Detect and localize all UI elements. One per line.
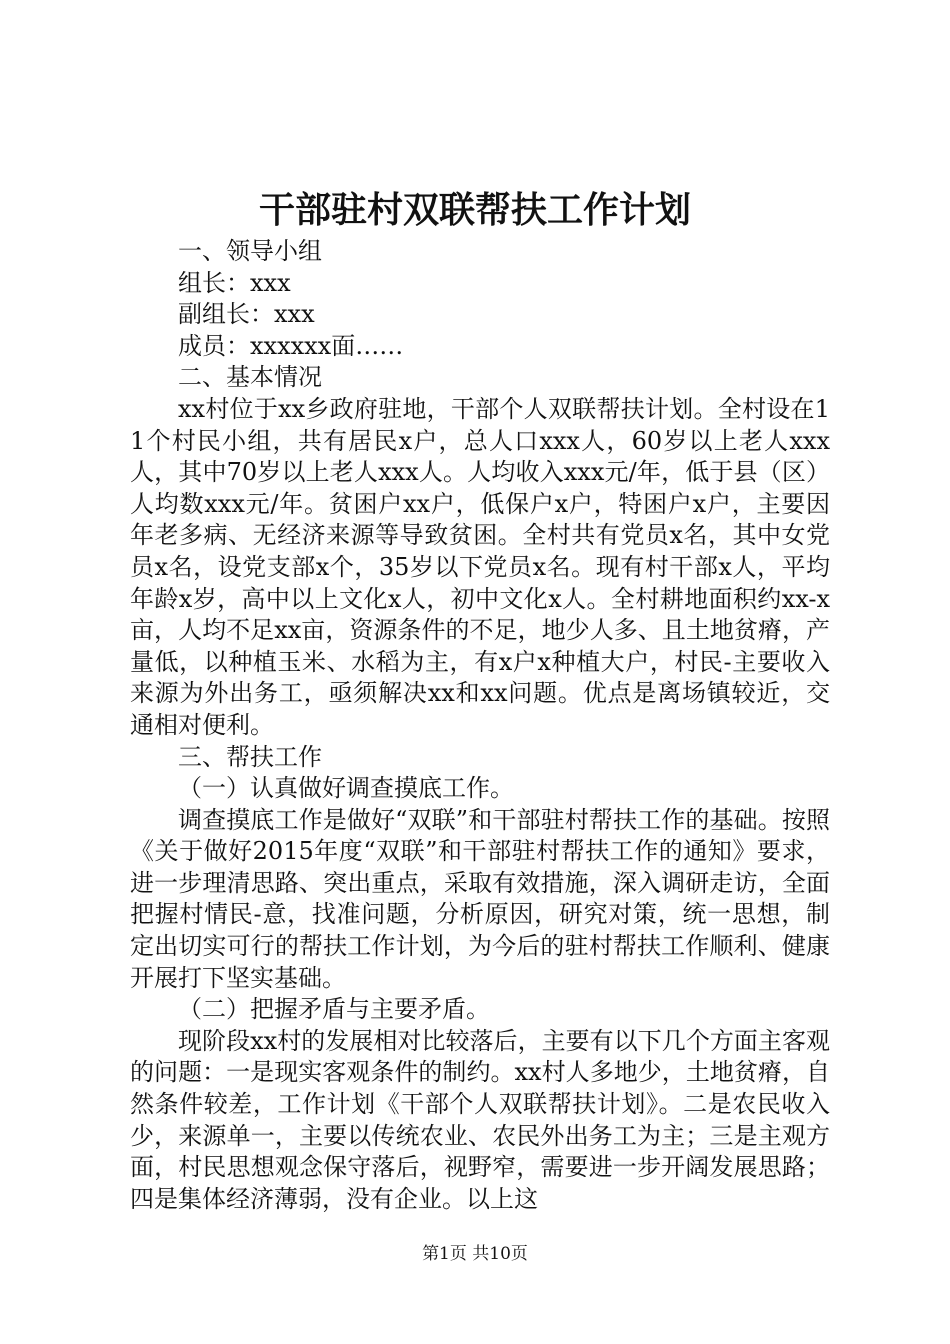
document-body	[130, 236, 830, 1215]
section-1-heading: 一、领导小组	[178, 237, 322, 265]
subsection-2-paragraph: 现阶段xx村的发展相对比较落后，主要有以下几个方面主客观的问题：一是现实客观条件的制约。xx村人多地少，土地贫瘠，自然条件较差，工作计划《干部个人双联帮扶计划》。二是农民收入少，来源单一，主要以传统农业、农民外出务工为主；三是主观方面，村民思想观念保守落后，视野窄，需要进一步开阔发展思路；四是集体经济薄弱，没有企业。以上这	[130, 1026, 830, 1213]
deputy-leader-line: 副组长：xxx	[178, 300, 315, 329]
members-line: 成员：xxxxxx面……	[178, 331, 404, 360]
leader-line: 组长：xxx	[178, 268, 291, 297]
basic-info-paragraph: xx村位于xx乡政府驻地，干部个人双联帮扶计划。全村设在11个村民小组，共有居民x户，总人口xxx人，60岁以上老人xxx人，其中70岁以上老人xxx人。人均收入xxx元/年，低于县（区）人均数xxx元/年。贫困户xx户，低保户x户，特困户x户，主要因年老多病、无经济来源等导致贫困。全村共有党员x名，其中女党员x名，设党支部x个，35岁以下党员x名。现有村干部x人，平均年龄x岁，高中以上文化x人，初中文化x人。全村耕地面积约xx-x亩，人均不足xx亩，资源条件的不足，地少人多、且土地贫瘠，产量低，以种植玉米、水稻为主，有x户x种植大户，村民-主要收入来源为外出务工，亟须解决xx和xx问题。优点是离场镇较近，交通相对便利。	[130, 394, 830, 739]
subsection-2-heading: （二）把握矛盾与主要矛盾。	[178, 995, 490, 1024]
document-title: 干部驻村双联帮扶工作计划	[258, 189, 691, 231]
page-number-footer: 第1页 共10页	[422, 1244, 528, 1264]
section-2-heading: 二、基本情况	[178, 363, 322, 392]
subsection-1-paragraph: 调查摸底工作是做好“双联”和干部驻村帮扶工作的基础。按照《关于做好2015年度“双联”和干部驻村帮扶工作的通知》要求，进一步理清思路、突出重点，采取有效措施，深入调研走访，全面把握村情民-意，找准问题，分析原因，研究对策，统一思想，制定出切实可行的帮扶工作计划，为今后的驻村帮扶工作顺利、健康开展打下坚实基础。	[130, 805, 830, 992]
section-3-heading: 三、帮扶工作	[178, 742, 322, 771]
subsection-1-heading: （一）认真做好调查摸底工作。	[178, 774, 514, 803]
